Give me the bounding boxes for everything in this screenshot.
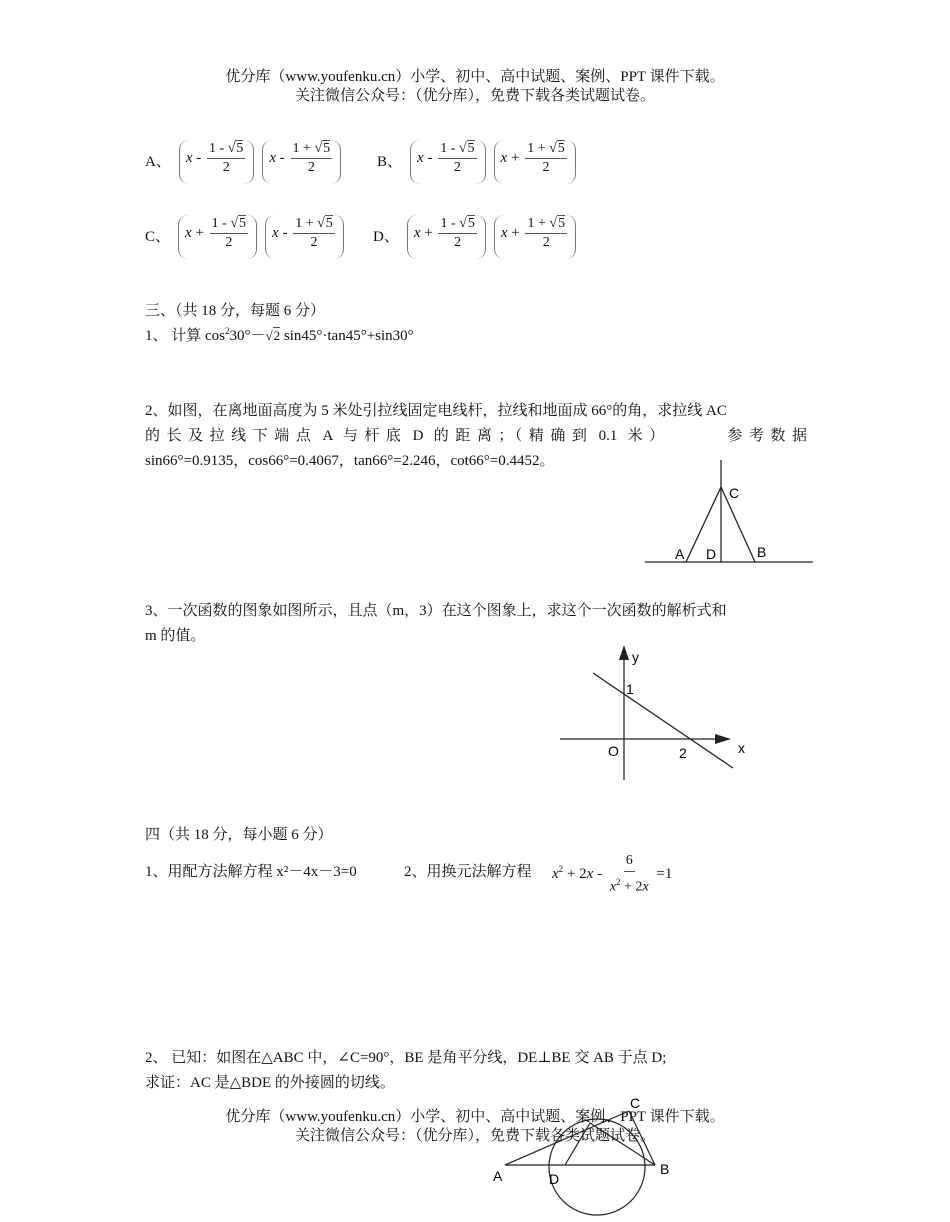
fraction: $\frac{1 + √5}{2}$ — [527, 216, 566, 250]
linear-graph-figure — [555, 640, 785, 785]
choice-c-label: C、 — [145, 229, 171, 245]
s3-question-1: 1、 计算 $\cos^230^\circ-√2$ sin45°·tan45°+sin30° — [145, 326, 414, 344]
fraction: $\frac{1 + √5}{2}$ — [295, 216, 333, 250]
x-axis-arrow — [715, 734, 731, 744]
s3-q2-line-2: 的 长 及 拉 线 下 端 点 A 与 杆 底 D 的 距 离 ；（ 精 确 到 0.1 米 ） 参 考 数 据 — [145, 428, 807, 444]
var-x: x — [185, 149, 193, 166]
s4-question-1: 1、用配方法解方程 x²－4x－3=0 — [145, 864, 357, 880]
factor-c-2: x - $\frac{1 + √5}{2}$ — [265, 215, 344, 259]
s4-question-2-equation: $x^2 + 2x$ - $\frac{6}{x^2 + 2x}$ =1 — [552, 851, 672, 898]
sign: - — [196, 149, 202, 166]
s4-q3-line-2: 求证：AC 是△BDE 的外接圆的切线。 — [145, 1075, 395, 1091]
s3-q2-line-1: 2、如图，在离地面高度为 5 米处引拉线固定电线杆，拉线和地面成 66°的角，求拉线 AC — [145, 403, 727, 419]
choice-b — [377, 140, 576, 184]
label-x-intercept: 2 — [679, 745, 687, 761]
choice-a-label: A、 — [145, 154, 171, 170]
choice-a — [145, 140, 341, 184]
factor-a-1 — [179, 140, 255, 184]
y-axis-arrow — [619, 645, 629, 660]
s4-q3-line-1: 2、 已知：如图在△ABC 中，∠C=90°，BE 是角平分线，DE⊥BE 交 AB 于点 D; — [145, 1050, 667, 1066]
s3-q2-line-3: sin66°=0.9135，cos66°=0.4067，tan66°=2.246，cot66°=0.4452。 — [145, 453, 555, 469]
fraction: $\frac{1 + √5}{2}$ — [527, 141, 565, 175]
label-c: C — [729, 485, 740, 501]
factor-a-2: x - $\frac{1 + √5}{2}$ — [262, 140, 341, 184]
label-c: C — [630, 1095, 641, 1111]
choice-b-label: B、 — [377, 154, 403, 170]
section-4-title: 四（共 18 分，每小题 6 分） — [145, 827, 333, 843]
label-b: B — [757, 544, 767, 560]
factor-d-2: x + $\frac{1 + √5}{2}$ — [494, 215, 576, 259]
fraction: $\frac{1 - √5}{2}$ — [211, 216, 247, 250]
label-y-intercept: 1 — [626, 681, 634, 697]
s3-q3-line-1: 3、一次函数的图象如图所示，且点（m，3）在这个图象上，求这个一次函数的解析式和 — [145, 603, 727, 619]
choice-c — [145, 215, 344, 259]
label-d: D — [706, 546, 717, 562]
factor-b-1: x - $\frac{1 - √5}{2}$ — [410, 140, 486, 184]
label-a: A — [675, 546, 685, 562]
fraction: $\frac{1 - √5}{2}$ — [440, 141, 475, 175]
choice-d — [373, 215, 576, 259]
label-origin: O — [608, 743, 619, 759]
header-line-2: 关注微信公众号：（优分库），免费下载各类试题试卷。 — [294, 88, 655, 104]
fraction: $\frac{1 + √5}{2}$ — [292, 141, 331, 175]
header-line-1: 优分库（www.youfenku.cn）小学、初中、高中试题、案例、PPT 课件下载。 — [225, 69, 725, 85]
footer-line-2: 关注微信公众号：（优分库），免费下载各类试题试卷。 — [294, 1128, 655, 1144]
footer-line-1: 优分库（www.youfenku.cn）小学、初中、高中试题、案例、PPT 课件下载。 — [225, 1109, 725, 1125]
pole-figure — [640, 455, 820, 570]
s4-question-2-prefix: 2、用换元法解方程 — [404, 864, 532, 880]
label-b: B — [660, 1161, 670, 1177]
choice-d-label: D、 — [373, 229, 399, 245]
factor-c-1: x + $\frac{1 - √5}{2}$ — [178, 215, 257, 259]
s3-q3-line-2: m 的值。 — [145, 628, 206, 644]
equation-fraction: $\frac{6}{x^2 + 2x}$ — [609, 853, 649, 895]
factor-b-2: x + $\frac{1 + √5}{2}$ — [494, 140, 576, 184]
label-x: x — [738, 740, 745, 756]
section-3-title: 三、（共 18 分，每题 6 分） — [145, 303, 326, 319]
label-a: A — [493, 1168, 503, 1184]
fraction: $\frac{1 - √5}{2}$ — [440, 216, 475, 250]
label-d: D — [549, 1171, 560, 1187]
fraction: $\frac{1 - √5}{2}$ — [209, 141, 244, 175]
label-y: y — [632, 649, 639, 665]
factor-d-1: x + $\frac{1 - √5}{2}$ — [407, 215, 486, 259]
